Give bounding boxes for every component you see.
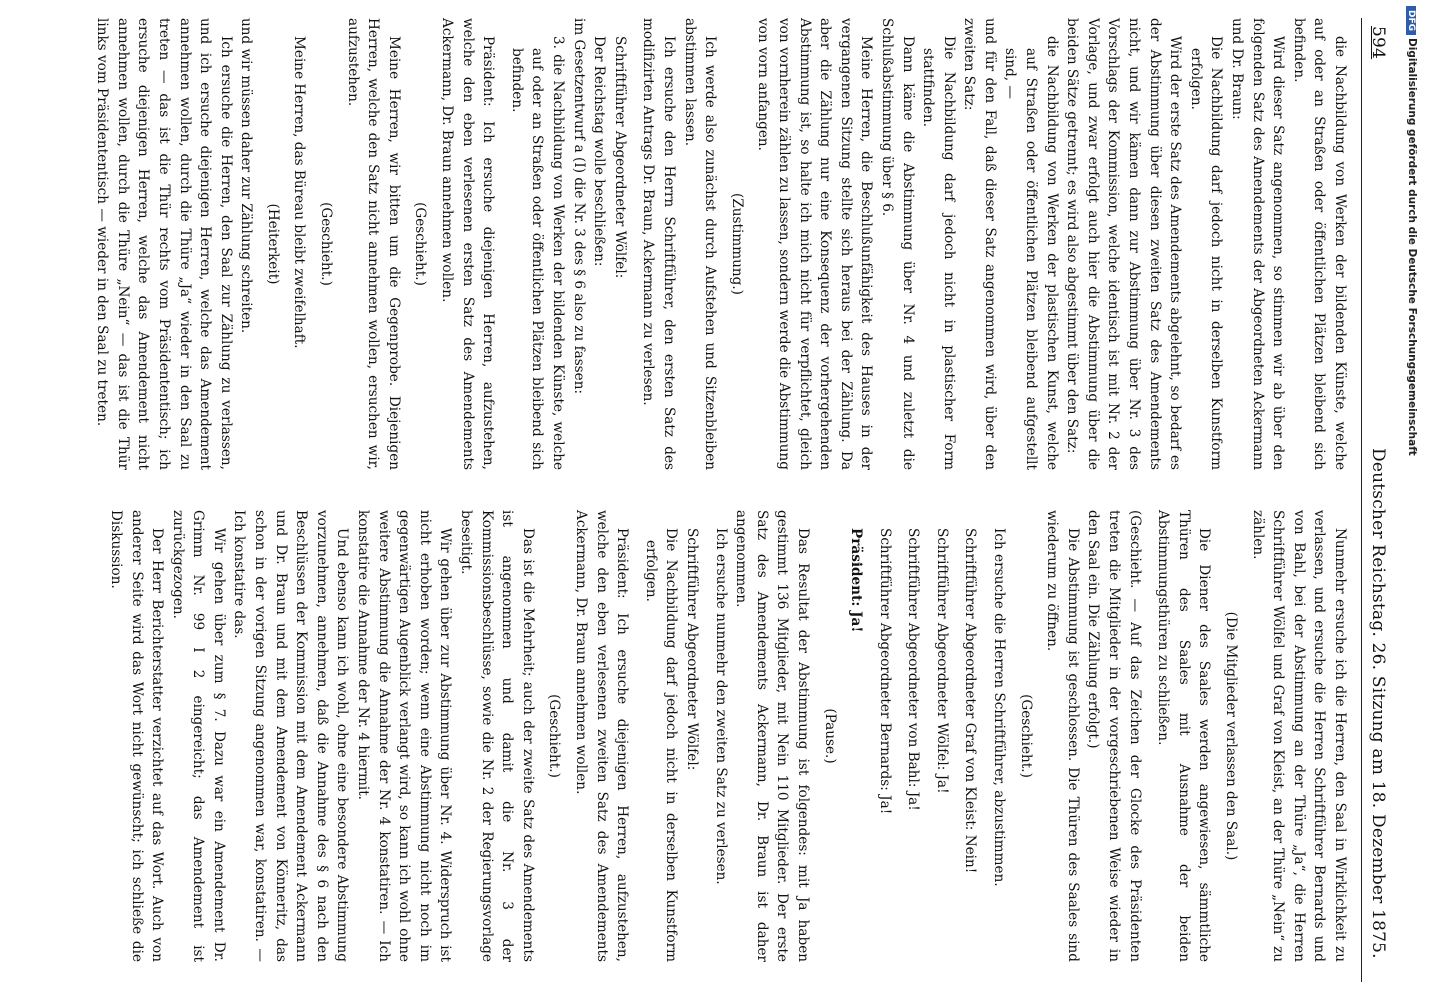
paragraph: im Gesetzentwurf a (I) die Nr. 3 des § 6 also zu fassen:: [570, 18, 587, 395]
speaker-line: Schriftführer Abgeordneter von Bahl: Ja!: [905, 528, 922, 811]
paragraph: Wir gehen über zur Abstimmung über Nr. 4. Widerspruch ist nicht erhoben worden; wenn eine Abstimmung nicht noch im gegenwärtigen Augenblick verlangt wird, so kann ich wohl ohne weitere Abstimmung die Annahme der Nr. 4 konstatiren. — Ich konstatire die Annahme der Nr. 4 hiermit.: [355, 510, 454, 962]
credit-text: Digitalisierung gefördert durch die Deutsche Forschungsgemeinschaft: [1406, 38, 1418, 456]
paragraph: und wir müssen daher zur Zählung schreiten.: [238, 18, 255, 334]
running-header: [1364, 18, 1392, 982]
paragraph: Ich ersuche den Herrn Schriftführer, den ersten Satz des modifizirten Antrags Dr. Braun, Ackermann zu verlesen.: [640, 18, 677, 470]
stage-direction: (Zustimmung.): [728, 193, 745, 295]
stage-direction: (Geschieht. — Auf das Zeichen der Glocke des Präsidenten treten die Mitglieder in der vorgeschriebenen Weise wieder in den Saal ein. Die Zählung erfolgt.): [1085, 510, 1143, 962]
quoted-text: Die Nachbildung darf jedoch nicht in derselben Kunstform erfolgen.: [1187, 36, 1225, 470]
paragraph: Ich werde also zunächst durch Aufstehen und Sitzenbleiben abstimmen lassen.: [681, 18, 719, 470]
dfg-logo: DFG: [1406, 6, 1416, 35]
speaker-line: Schriftführer Abgeordneter Bernards: Ja!: [876, 528, 893, 815]
speaker-line: Präsident: Ich ersuche diejenigen Herren, aufzustehen, welche den eben verlesenen zweiten Satz des Amendements Ackermann, Dr. Braun annehmen wollen.: [573, 510, 631, 962]
stage-direction: (Geschieht.): [318, 202, 335, 286]
stage-direction: (Pause.): [821, 708, 838, 764]
right-column: [105, 510, 1350, 962]
speaker-line: Präsident: Ich ersuche diejenigen Herren, aufzustehen, welche den eben verlesenen ersten Satz des Amendements Ackermann, Dr. Braun annehmen wollen.: [439, 18, 497, 470]
stage-direction: (Geschieht.): [546, 694, 563, 778]
stage-direction: (Heiterkeit): [264, 203, 281, 285]
paragraph: Ich ersuche die Herren Schriftführer, abzustimmen.: [991, 528, 1008, 887]
paragraph: Das ist die Mehrheit; auch der zweite Satz des Amendements ist angenommen und damit die Nr. 3 der Kommissionsbeschlüsse, sowie die Nr. 2 der Regierungsvorlage beseitigt.: [458, 510, 536, 962]
paragraph: Dann käme die Abstimmung über Nr. 4 und zuletzt die Schlußabstimmung über § 6.: [878, 18, 916, 470]
stage-direction: (Geschieht.): [412, 202, 429, 286]
quoted-text: Der Reichstag wolle beschließen:: [591, 36, 608, 267]
left-column: [92, 18, 1350, 470]
paragraph: Wird der erste Satz des Amendements abgelehnt, so bedarf es der Abstimmung über diesen zweiten Satz des Amendements nicht, und wir kämen dann zur Abstimmung über Nr. 3 des Vorschlags der Kommission, welche identisch ist mit Nr. 2 der Vorlage, und zwar erfolgt auch hier die Abstimmung über die beiden Sätze getrennt; es wird also abgestimmt über den Satz:: [1064, 18, 1184, 470]
paragraph: und für den Fall, daß dieser Satz angenommen wird, über den zweiten Satz:: [961, 18, 998, 470]
quoted-text: Die Nachbildung darf jedoch nicht in plastischer Form stattfinden.: [920, 36, 957, 470]
paragraph: Die Diener des Saales werden angewiesen, sämmtliche Thüren des Saales mit Ausnahme der beiden Abstimmungsthüren zu schließen.: [1155, 510, 1213, 962]
paragraph: Meine Herren, wir bitten um die Gegenprobe. Diejenigen Herren, welche den Satz nicht annehmen wollen, ersuchen wir, aufzustehen.: [344, 18, 402, 470]
page-number: 594: [1368, 26, 1388, 60]
quoted-text: 3. die Nachbildung von Werken der bildenden Künste, welche auf oder an Straßen oder öffentlichen Plätzen bleibend sich befinden.: [508, 36, 567, 470]
paragraph: die Nachbildung von Werken der bildenden Künste, welche auf oder an Straßen oder öffentlichen Plätzen bleibend sich befinden.: [1290, 18, 1348, 470]
paragraph: Meine Herren, das Büreau bleibt zweifelhaft.: [291, 36, 308, 349]
paragraph: Wir gehen über zum § 7. Dazu war ein Amendement Dr. Grimm Nr. 99 I 2 eingereicht; das Amendement ist zurückgezogen.: [169, 510, 227, 962]
document-page: [32, 18, 1392, 982]
paragraph: Das Resultat der Abstimmung ist folgendes: mit Ja haben gestimmt 136 Mitglieder, mit Nein 110 Mitglieder. Der erste Satz des Amendements Ackermann, Dr. Braun ist daher angenommen.: [733, 510, 811, 962]
page-title: Deutscher Reichstag. 26. Sitzung am 18. Dezember 1875.: [1368, 448, 1388, 959]
quoted-text: Die Nachbildung darf jedoch nicht in derselben Kunstform erfolgen.: [642, 528, 680, 962]
paragraph: Der Herr Berichterstatter verzichtet auf das Wort. Auch von anderer Seite wird das Wort nicht gewünscht; ich schließe die Diskussion.: [107, 510, 166, 962]
paragraph: Meine Herren, die Beschlußunfähigkeit des Hauses in der vergangenen Sitzung stellte sich heraus bei der Zählung. Da aber die Zählung nur eine Konsequenz der vorhergehenden Abstimmung ist, so halte ich mich nicht für verpflichtet, gleich von vornherein zählen zu lassen, sondern werde die Abstimmung von vorn anfangen.: [755, 18, 875, 470]
speaker-line: Schriftführer Abgeordneter Wölfel:: [611, 36, 628, 279]
paragraph: Nunmehr ersuche ich die Herren, den Saal in Wirklichkeit zu verlassen, und ersuche die Herren Schriftführer Bernards und von Bahl, bei der Abstimmung an der Thüre „Ja“, die Herren Schriftführer Wölfel und Graf von Kleist, an der Thüre „Nein“ zu zählen.: [1249, 510, 1348, 962]
header-rule: [1361, 18, 1362, 982]
paragraph: Ich ersuche nunmehr den zweiten Satz zu verlesen.: [712, 528, 729, 885]
digitization-credit: [1406, 6, 1418, 456]
paragraph: Wird dieser Satz angenommen, so stimmen wir ab über den folgenden Satz des Amendements der Abgeordneten Ackermann und Dr. Braun:: [1229, 18, 1287, 470]
speaker-line: Schriftführer Abgeordneter Graf von Kleist: Nein!: [962, 528, 979, 874]
quoted-text: die Nachbildung von Werken der plastischen Kunst, welche auf Straßen oder öffentlichen Plätzen bleibend aufgestellt sind, —: [1002, 36, 1060, 470]
paragraph: Und ebenso kann ich wohl, ohne eine besondere Abstimmung vorzunehmen, annehmen, daß die Annahme des § 6 nach den Beschlüssen der Kommission mit dem Amendement Ackermann und Dr. Braun und mit dem Amendement von Könneritz, das schon in der vorigen Sitzung angenommen war, konstatiren. — Ich konstatire das.: [231, 510, 351, 962]
speaker-line: Schriftführer Abgeordneter Wölfel: Ja!: [933, 528, 950, 794]
paragraph: Ich ersuche die Herren, den Saal zur Zählung zu verlassen, und ich ersuche diejenigen Herren, welche das Amendement annehmen wollen, durch die Thüre „Ja“ wieder in den Saal zu treten — das ist die Thür rechts vom Präsidententisch; ich ersuche diejenigen Herren, welche das Amendement nicht annehmen wollen, durch die Thüre „Nein“ — das ist die Thür links vom Präsidententisch — wieder in den Saal zu treten.: [94, 18, 234, 470]
speaker-line: Präsident: Ja!: [848, 528, 865, 633]
speaker-line: Schriftführer Abgeordneter Wölfel:: [683, 528, 700, 771]
stage-direction: (Geschieht.): [1017, 694, 1034, 778]
stage-direction: (Die Mitglieder verlassen den Saal.): [1223, 611, 1240, 861]
paragraph: Die Abstimmung ist geschlossen. Die Thüren des Saales sind wiederum zu öffnen.: [1044, 510, 1081, 962]
